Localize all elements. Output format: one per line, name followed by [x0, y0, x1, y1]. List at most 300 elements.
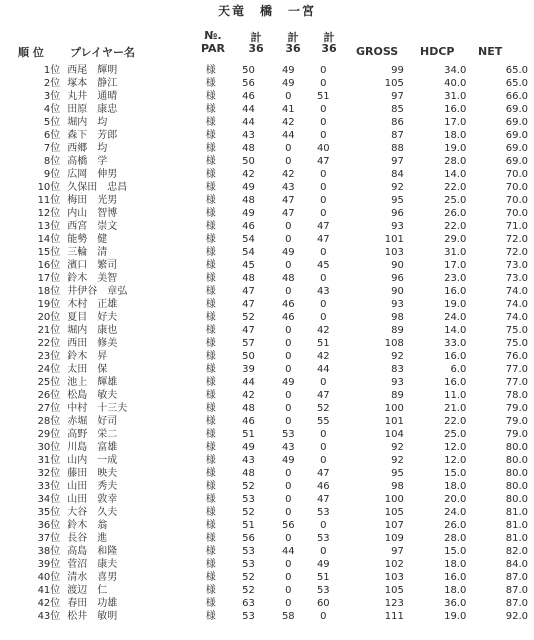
gross-cell: 101	[384, 234, 404, 245]
hdcp-cell: 22.0	[444, 221, 467, 232]
net-cell: 73.0	[505, 273, 528, 284]
hdcp-cell: 22.0	[444, 416, 467, 427]
total-3-cell: 0	[320, 520, 327, 531]
total-3-cell: 53	[316, 507, 330, 518]
total-3-cell: 0	[320, 299, 327, 310]
honorific-cell: 様	[205, 611, 216, 622]
total-2-cell: 0	[285, 221, 292, 232]
player-name-cell: 赤堀 好司	[67, 416, 118, 427]
honorific-cell: 様	[205, 442, 216, 453]
player-name-cell: 渡辺 仁	[67, 585, 108, 596]
total-2-cell: 0	[285, 234, 292, 245]
table-row	[0, 597, 534, 610]
honorific-cell: 様	[205, 91, 216, 102]
hdcp-cell: 29.0	[444, 234, 467, 245]
total-2-cell: 0	[285, 91, 292, 102]
total-3-cell: 47	[316, 494, 330, 505]
table-row	[0, 532, 534, 545]
hdcp-cell: 17.0	[444, 117, 467, 128]
gross-cell: 103	[384, 572, 404, 583]
honorific-cell: 様	[205, 572, 216, 583]
total-3-cell: 0	[320, 78, 327, 89]
honorific-cell: 様	[205, 325, 216, 336]
gross-cell: 105	[384, 585, 404, 596]
total-3-cell: 0	[320, 546, 327, 557]
net-cell: 69.0	[505, 117, 528, 128]
net-cell: 74.0	[505, 286, 528, 297]
table-row	[0, 168, 534, 181]
total-2-cell: 0	[285, 364, 292, 375]
hdcp-cell: 12.0	[444, 442, 467, 453]
gross-cell: 86	[391, 117, 404, 128]
table-row	[0, 207, 534, 220]
hdcp-cell: 24.0	[444, 312, 467, 323]
total-3-cell: 45	[316, 260, 330, 271]
gross-cell: 95	[391, 468, 404, 479]
total-2-cell: 0	[285, 325, 292, 336]
table-row	[0, 155, 534, 168]
honorific-cell: 様	[205, 364, 216, 375]
player-name-cell: 大谷 久夫	[67, 507, 118, 518]
total-3-cell: 0	[320, 195, 327, 206]
total-3-cell: 43	[316, 286, 330, 297]
total-3-cell: 0	[320, 65, 327, 76]
total-2-cell: 0	[285, 559, 292, 570]
total-3-cell: 60	[316, 598, 330, 609]
net-cell: 74.0	[505, 299, 528, 310]
net-cell: 87.0	[505, 598, 528, 609]
total-2-holes: 36	[285, 42, 301, 55]
hdcp-cell: 34.0	[444, 65, 467, 76]
player-name-cell: 池上 輝雄	[67, 377, 118, 388]
rank-cell: 41位	[37, 585, 61, 596]
honorific-cell: 様	[205, 351, 216, 362]
net-cell: 81.0	[505, 533, 528, 544]
rank-cell: 29位	[37, 429, 61, 440]
rank-cell: 1位	[43, 65, 61, 76]
total-2-cell: 47	[281, 195, 295, 206]
net-cell: 70.0	[505, 182, 528, 193]
net-cell: 92.0	[505, 611, 528, 622]
hdcp-cell: 15.0	[444, 546, 467, 557]
rank-cell: 24位	[37, 364, 61, 375]
rank-cell: 8位	[43, 156, 61, 167]
net-cell: 65.0	[505, 78, 528, 89]
table-row	[0, 610, 534, 623]
gross-cell: 92	[391, 351, 404, 362]
player-name-cell: 高野 栄二	[67, 429, 118, 440]
gross-cell: 93	[391, 221, 404, 232]
rank-cell: 9位	[43, 169, 61, 180]
player-name-cell: 鈴木 翁	[67, 520, 108, 531]
total-2-cell: 41	[281, 104, 295, 115]
gross-cell: 97	[391, 546, 404, 557]
total-3-cell: 0	[320, 377, 327, 388]
total-1-cell: 46	[242, 221, 255, 232]
total-1-cell: 46	[242, 416, 255, 427]
player-name-cell: 春田 功雄	[67, 598, 118, 609]
net-cell: 80.0	[505, 455, 528, 466]
total-2-cell: 0	[285, 416, 292, 427]
player-name-cell: 濱口 繁司	[67, 260, 118, 271]
honorific-cell: 様	[205, 585, 216, 596]
honorific-cell: 様	[205, 273, 216, 284]
honorific-cell: 様	[205, 338, 216, 349]
honorific-cell: 様	[205, 494, 216, 505]
total-3-cell: 47	[316, 156, 330, 167]
hdcp-cell: 31.0	[444, 247, 467, 258]
rank-cell: 17位	[37, 273, 61, 284]
hdcp-cell: 14.0	[444, 169, 467, 180]
total-3-cell: 0	[320, 442, 327, 453]
total-2-cell: 43	[281, 182, 295, 193]
total-3-cell: 51	[316, 572, 330, 583]
total-1-cell: 52	[242, 572, 255, 583]
net-cell: 72.0	[505, 234, 528, 245]
rank-cell: 26位	[37, 390, 61, 401]
net-cell: 81.0	[505, 520, 528, 531]
player-name-cell: 西尾 輝明	[67, 65, 118, 76]
total-2-cell: 46	[281, 312, 295, 323]
hdcp-cell: 40.0	[444, 78, 467, 89]
hdcp-cell: 20.0	[444, 494, 467, 505]
total-1-cell: 46	[242, 91, 255, 102]
honorific-cell: 様	[205, 559, 216, 570]
player-name-cell: 三輪 清	[67, 247, 108, 258]
total-1-cell: 42	[242, 390, 255, 401]
rank-cell: 43位	[37, 611, 61, 622]
total-1-cell: 56	[242, 533, 255, 544]
total-3-cell: 47	[316, 468, 330, 479]
total-1-cell: 50	[242, 351, 255, 362]
net-cell: 76.0	[505, 351, 528, 362]
net-cell: 66.0	[505, 91, 528, 102]
honorific-cell: 様	[205, 247, 216, 258]
table-row	[0, 129, 534, 142]
total-3-cell: 53	[316, 585, 330, 596]
total-2-cell: 0	[285, 585, 292, 596]
net-cell: 80.0	[505, 494, 528, 505]
total-3-cell: 42	[316, 325, 330, 336]
table-row	[0, 181, 534, 194]
total-3-cell: 47	[316, 390, 330, 401]
player-name-cell: 田原 康忠	[67, 104, 118, 115]
table-row	[0, 415, 534, 428]
net-cell: 75.0	[505, 338, 528, 349]
total-1-cell: 47	[242, 286, 255, 297]
rank-cell: 25位	[37, 377, 61, 388]
table-row	[0, 77, 534, 90]
rank-cell: 36位	[37, 520, 61, 531]
rank-cell: 33位	[37, 481, 61, 492]
total-1-cell: 43	[242, 455, 255, 466]
table-row	[0, 428, 534, 441]
net-cell: 70.0	[505, 195, 528, 206]
rank-cell: 27位	[37, 403, 61, 414]
total-3-cell: 0	[320, 104, 327, 115]
hdcp-cell: 15.0	[444, 468, 467, 479]
total-3-cell: 47	[316, 221, 330, 232]
gross-cell: 93	[391, 299, 404, 310]
hdcp-cell: 18.0	[444, 481, 467, 492]
honorific-cell: 様	[205, 65, 216, 76]
gross-cell: 98	[391, 312, 404, 323]
total-2-cell: 43	[281, 442, 295, 453]
total-1-cell: 53	[242, 546, 255, 557]
net-cell: 65.0	[505, 65, 528, 76]
table-row	[0, 311, 534, 324]
total-1-cell: 42	[242, 169, 255, 180]
total-2-cell: 0	[285, 286, 292, 297]
total-1-cell: 51	[242, 520, 255, 531]
honorific-cell: 様	[205, 546, 216, 557]
gross-cell: 87	[391, 130, 404, 141]
total-2-cell: 49	[281, 247, 295, 258]
hdcp-cell: 19.0	[444, 299, 467, 310]
net-cell: 71.0	[505, 221, 528, 232]
player-name-cell: 丸井 通晴	[67, 91, 118, 102]
net-cell: 69.0	[505, 104, 528, 115]
total-1-cell: 51	[242, 429, 255, 440]
honorific-cell: 様	[205, 377, 216, 388]
player-name-cell: 堀内 康也	[67, 325, 118, 336]
gross-cell: 83	[391, 364, 404, 375]
total-2-cell: 44	[281, 130, 295, 141]
total-1-cell: 44	[242, 104, 255, 115]
player-name-cell: 松井 敏明	[67, 611, 118, 622]
total-2-cell: 56	[281, 520, 295, 531]
total-1-cell: 54	[242, 247, 255, 258]
gross-cell: 89	[391, 390, 404, 401]
total-2-cell: 58	[281, 611, 295, 622]
gross-cell: 99	[391, 65, 404, 76]
hdcp-cell: 26.0	[444, 208, 467, 219]
table-row	[0, 389, 534, 402]
hdcp-cell: 24.0	[444, 507, 467, 518]
rank-cell: 28位	[37, 416, 61, 427]
hdcp-cell: 16.0	[444, 351, 467, 362]
total-3-cell: 53	[316, 533, 330, 544]
honorific-cell: 様	[205, 598, 216, 609]
total-3-cell: 0	[320, 169, 327, 180]
player-name-cell: 山田 敦幸	[67, 494, 118, 505]
hdcp-cell: 18.0	[444, 585, 467, 596]
total-1-cell: 63	[242, 598, 255, 609]
hdcp-cell: 31.0	[444, 91, 467, 102]
player-name-cell: 高橋 学	[67, 156, 108, 167]
table-row	[0, 480, 534, 493]
par-header: PAR	[200, 42, 226, 55]
player-name-cell: 西宮 崇文	[67, 221, 118, 232]
net-cell: 77.0	[505, 364, 528, 375]
net-cell: 81.0	[505, 507, 528, 518]
total-3-cell: 0	[320, 208, 327, 219]
table-row	[0, 493, 534, 506]
player-name-cell: 西郷 均	[67, 143, 108, 154]
total-3-cell: 0	[320, 247, 327, 258]
hdcp-cell: 16.0	[444, 377, 467, 388]
player-name-cell: 森下 芳郎	[67, 130, 118, 141]
honorific-cell: 様	[205, 104, 216, 115]
total-2-cell: 0	[285, 494, 292, 505]
total-2-cell: 0	[285, 351, 292, 362]
hdcp-cell: 33.0	[444, 338, 467, 349]
total-2-cell: 49	[281, 455, 295, 466]
honorific-cell: 様	[205, 520, 216, 531]
player-name-cell: 鈴木 美智	[67, 273, 118, 284]
table-row	[0, 350, 534, 363]
gross-header: GROSS	[356, 45, 399, 58]
rank-cell: 37位	[37, 533, 61, 544]
honorific-cell: 様	[205, 416, 216, 427]
total-1-cell: 52	[242, 585, 255, 596]
net-cell: 69.0	[505, 143, 528, 154]
total-3-cell: 49	[316, 559, 330, 570]
table-row	[0, 298, 534, 311]
total-2-cell: 42	[281, 117, 295, 128]
table-row	[0, 64, 534, 77]
hdcp-cell: 16.0	[444, 286, 467, 297]
total-2-cell: 0	[285, 507, 292, 518]
total-1-cell: 53	[242, 559, 255, 570]
rank-cell: 40位	[37, 572, 61, 583]
rank-cell: 5位	[43, 117, 61, 128]
player-name-cell: 中村 十三夫	[67, 403, 128, 414]
rank-cell: 38位	[37, 546, 61, 557]
rank-cell: 3位	[43, 91, 61, 102]
rank-cell: 30位	[37, 442, 61, 453]
table-row	[0, 558, 534, 571]
rank-cell: 39位	[37, 559, 61, 570]
rank-cell: 16位	[37, 260, 61, 271]
total-1-cell: 57	[242, 338, 255, 349]
rank-cell: 32位	[37, 468, 61, 479]
hdcp-cell: 12.0	[444, 455, 467, 466]
gross-cell: 90	[391, 286, 404, 297]
total-1-cell: 53	[242, 611, 255, 622]
player-name-cell: 能勢 健	[67, 234, 108, 245]
net-cell: 75.0	[505, 325, 528, 336]
gross-cell: 105	[384, 78, 404, 89]
hdcp-cell: 28.0	[444, 156, 467, 167]
total-2-cell: 0	[285, 143, 292, 154]
table-row	[0, 324, 534, 337]
total-3-cell: 42	[316, 351, 330, 362]
honorific-cell: 様	[205, 390, 216, 401]
total-1-holes: 36	[248, 42, 264, 55]
table-row	[0, 233, 534, 246]
honorific-cell: 様	[205, 260, 216, 271]
gross-cell: 89	[391, 325, 404, 336]
total-3-cell: 51	[316, 338, 330, 349]
net-cell: 80.0	[505, 442, 528, 453]
hdcp-cell: 16.0	[444, 104, 467, 115]
total-3-cell: 0	[320, 273, 327, 284]
gross-cell: 105	[384, 507, 404, 518]
total-1-cell: 50	[242, 156, 255, 167]
rank-cell: 13位	[37, 221, 61, 232]
total-1-cell: 52	[242, 312, 255, 323]
table-row	[0, 441, 534, 454]
total-3-label: 計	[323, 31, 335, 44]
net-cell: 69.0	[505, 156, 528, 167]
player-name-header: プレイヤー名	[70, 46, 136, 59]
total-1-cell: 49	[242, 208, 255, 219]
total-3-cell: 0	[320, 312, 327, 323]
rank-cell: 6位	[43, 130, 61, 141]
honorific-cell: 様	[205, 78, 216, 89]
gross-cell: 108	[384, 338, 404, 349]
rank-cell: 11位	[37, 195, 61, 206]
rank-cell: 22位	[37, 338, 61, 349]
player-name-cell: 内山 智博	[67, 208, 118, 219]
table-row	[0, 506, 534, 519]
net-cell: 77.0	[505, 377, 528, 388]
honorific-cell: 様	[205, 234, 216, 245]
rank-cell: 7位	[43, 143, 61, 154]
table-row	[0, 467, 534, 480]
table-row	[0, 519, 534, 532]
hdcp-cell: 28.0	[444, 533, 467, 544]
total-3-cell: 0	[320, 455, 327, 466]
net-header: NET	[478, 45, 503, 58]
gross-cell: 123	[384, 598, 404, 609]
net-cell: 79.0	[505, 403, 528, 414]
gross-cell: 84	[391, 169, 404, 180]
total-2-cell: 49	[281, 65, 295, 76]
total-1-cell: 54	[242, 234, 255, 245]
total-3-cell: 55	[316, 416, 330, 427]
gross-cell: 97	[391, 156, 404, 167]
hdcp-cell: 11.0	[444, 390, 467, 401]
rank-cell: 34位	[37, 494, 61, 505]
hdcp-cell: 21.0	[444, 403, 467, 414]
player-name-cell: 川島 富雄	[67, 442, 118, 453]
net-cell: 78.0	[505, 390, 528, 401]
gross-cell: 85	[391, 104, 404, 115]
table-row	[0, 402, 534, 415]
honorific-cell: 様	[205, 507, 216, 518]
player-name-cell: 広岡 伸男	[67, 169, 118, 180]
rank-cell: 42位	[37, 598, 61, 609]
player-name-cell: 長谷 進	[67, 533, 108, 544]
total-3-cell: 0	[320, 130, 327, 141]
honorific-cell: 様	[205, 533, 216, 544]
honorific-cell: 様	[205, 169, 216, 180]
total-2-cell: 49	[281, 78, 295, 89]
gross-cell: 92	[391, 182, 404, 193]
honorific-cell: 様	[205, 403, 216, 414]
hdcp-cell: 23.0	[444, 273, 467, 284]
player-name-cell: 太田 保	[67, 364, 108, 375]
table-row	[0, 285, 534, 298]
total-1-cell: 43	[242, 130, 255, 141]
net-cell: 69.0	[505, 130, 528, 141]
net-cell: 80.0	[505, 481, 528, 492]
hdcp-cell: 18.0	[444, 559, 467, 570]
hdcp-cell: 19.0	[444, 611, 467, 622]
total-1-cell: 52	[242, 481, 255, 492]
honorific-cell: 様	[205, 182, 216, 193]
total-1-cell: 48	[242, 273, 255, 284]
table-row	[0, 194, 534, 207]
total-3-cell: 51	[316, 91, 330, 102]
player-name-cell: 夏目 好夫	[67, 312, 118, 323]
net-cell: 87.0	[505, 572, 528, 583]
net-cell: 79.0	[505, 429, 528, 440]
hdcp-cell: 22.0	[444, 182, 467, 193]
rank-cell: 18位	[37, 286, 61, 297]
